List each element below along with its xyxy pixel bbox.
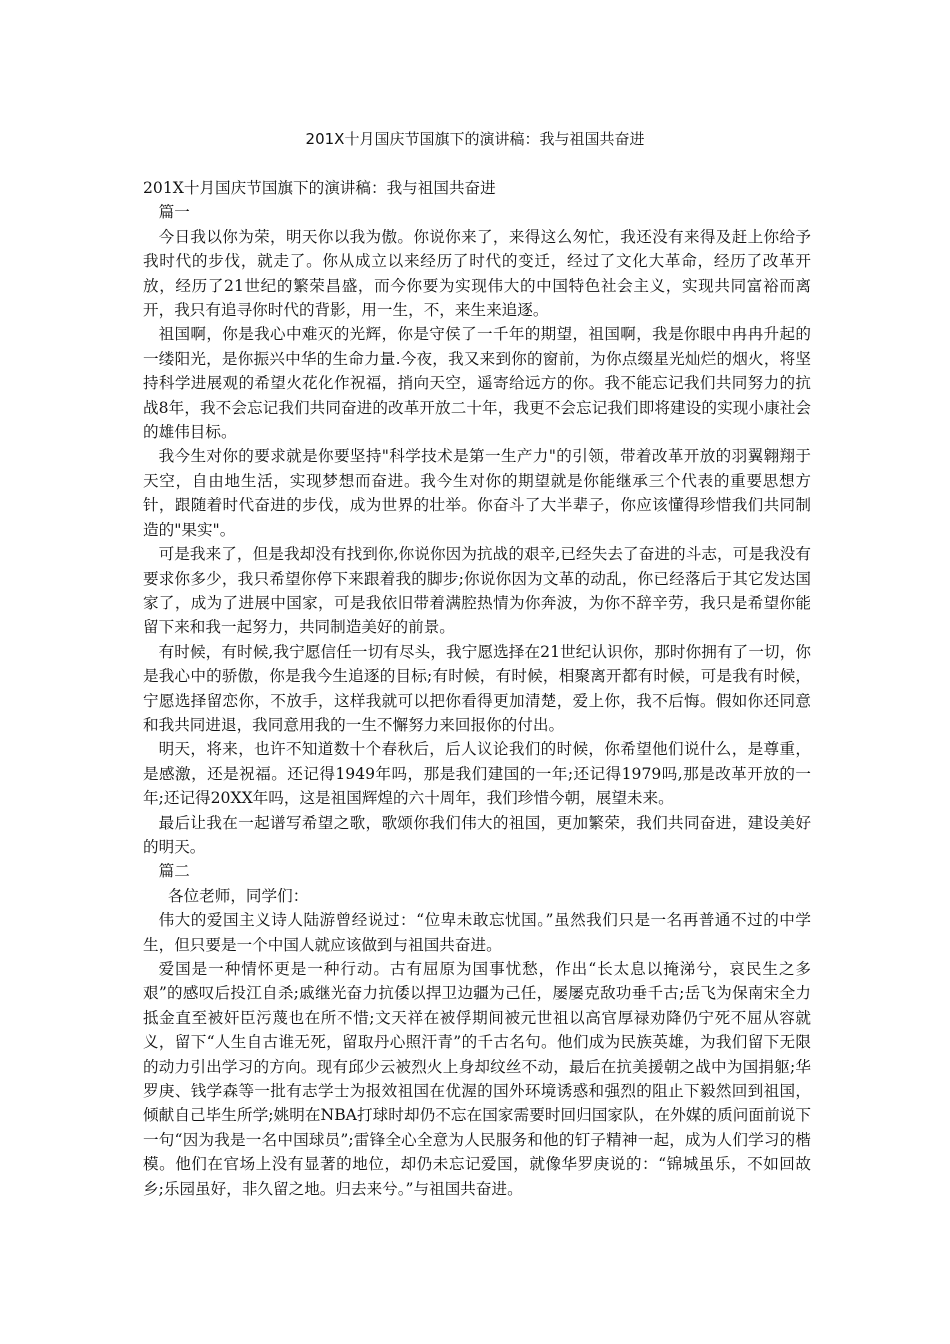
part2-label: 篇二 xyxy=(158,862,190,881)
paragraph: 今日我以你为荣，明天你以我为傲。你说你来了，来得这么匆忙，我还没有来得及赶上你给予我时代的步伐，就走了。你从成立以来经历了时代的变迁，经过了文化大革命，经历了改革开放，经历了21世纪的繁荣昌盛，而今你要为实现伟大的中国特色社会主义，实现共同富裕而离开，我只有追寻你时代的背影，用一生，不，来生来追逐。 xyxy=(143,227,811,320)
paragraph: 我今生对你的要求就是你要坚持"科学技术是第一生产力"的引领，带着改革开放的羽翼翱翔于天空，自由地生活，实现梦想而奋进。我今生对你的期望就是你能继承三个代表的重要思想方针，跟随着时代奋进的步伐，成为世界的壮举。你奋斗了大半辈子，你应该懂得珍惜我们共同制造的"果实"。 xyxy=(143,447,811,539)
paragraph: 最后让我在一起谱写希望之歌，歌颂你我们伟大的祖国，更加繁荣，我们共同奋进，建设美好的明天。 xyxy=(143,813,811,856)
paragraph: 可是我来了，但是我却没有找到你,你说你因为抗战的艰辛,已经失去了奋进的斗志，可是我没有要求你多少，我只希望你停下来跟着我的脚步;你说你因为文革的动乱，你已经落后于其它发达国家了，成为了进展中国家，可是我依旧带着满腔热情为你奔波，为你不辞辛劳，我只是希望你能留下来和我一起努力，共同制造美好的前景。 xyxy=(143,545,811,637)
paragraph: 祖国啊，你是我心中难灭的光辉，你是守侯了一千年的期望，祖国啊，我是你眼中冉冉升起的一缕阳光，是你振兴中华的生命力量.今夜，我又来到你的窗前，为你点缀星光灿烂的烟火，将坚持科学进展观的希望火花化作祝福，捎向天空，遥寄给远方的你。我不能忘记我们共同努力的抗战8年，我不会忘记我们共同奋进的改革开放二十年，我更不会忘记我们即将建设的实现小康社会的雄伟目标。 xyxy=(143,325,811,442)
document-body xyxy=(143,176,811,1201)
document-subtitle: 201X十月国庆节国旗下的演讲稿：我与祖国共奋进 xyxy=(143,179,496,197)
paragraph: 伟大的爱国主义诗人陆游曾经说过：“位卑未敢忘忧国。”虽然我们只是一名再普通不过的中学生，但只要是一个中国人就应该做到与祖国共奋进。 xyxy=(143,911,811,954)
paragraph: 爱国是一种情怀更是一种行动。古有屈原为国事忧愁，作出“长太息以掩涕兮，哀民生之多艰”的感叹后投江自杀;戚继光奋力抗倭以捍卫边疆为己任，屡屡克敌功垂千古;岳飞为保南宋全力抵金直至被奸臣污蔑也在所不惜;文天祥在被俘期间被元世祖以高官厚禄劝降仍宁死不屈从容就义，留下“人生自古谁无死，留取丹心照汗青”的千古名句。他们成为民族英雄，为我们留下无限的动力引出学习的方向。现有邱少云被烈火上身却纹丝不动，最后在抗美援朝之战中为国捐躯;华罗庚、钱学森等一批有志学士为报效祖国在优渥的国外环境诱惑和强烈的阻止下毅然回到祖国，倾献自己毕生所学;姚明在NBA打球时却仍不忘在国家需要时回归国家队，在外媒的质问面前说下一句“因为我是一名中国球员”;雷锋全心全意为人民服务和他的钉子精神一起，成为人们学习的楷模。他们在官场上没有显著的地位，却仍未忘记爱国，就像华罗庚说的：“锦城虽乐，不如回故乡;乐园虽好，非久留之地。归去来兮。”与祖国共奋进。 xyxy=(143,960,811,1198)
part1-label: 篇一 xyxy=(158,203,190,222)
paragraph: 明天，将来，也许不知道数十个春秋后，后人议论我们的时候，你希望他们说什么，是尊重，是感激，还是祝福。还记得1949年吗，那是我们建国的一年;还记得1979吗,那是改革开放的一年;还记得20XX年吗，这是祖国辉煌的六十周年，我们珍惜今朝，展望未来。 xyxy=(143,740,811,808)
paragraph: 有时候，有时候,我宁愿信任一切有尽头，我宁愿选择在21世纪认识你，那时你拥有了一切，你是我心中的骄傲，你是我今生追逐的目标;有时候，有时候，相聚离开都有时候，可是我有时候，宁愿选择留恋你，不放手，这样我就可以把你看得更加清楚，爱上你，我不后悔。假如你还同意和我共同进退，我同意用我的一生不懈努力来回报你的付出。 xyxy=(143,642,811,734)
document-title: 201X十月国庆节国旗下的演讲稿：我与祖国共奋进 xyxy=(305,130,645,148)
part2-greeting: 各位老师，同学们： xyxy=(167,886,309,905)
